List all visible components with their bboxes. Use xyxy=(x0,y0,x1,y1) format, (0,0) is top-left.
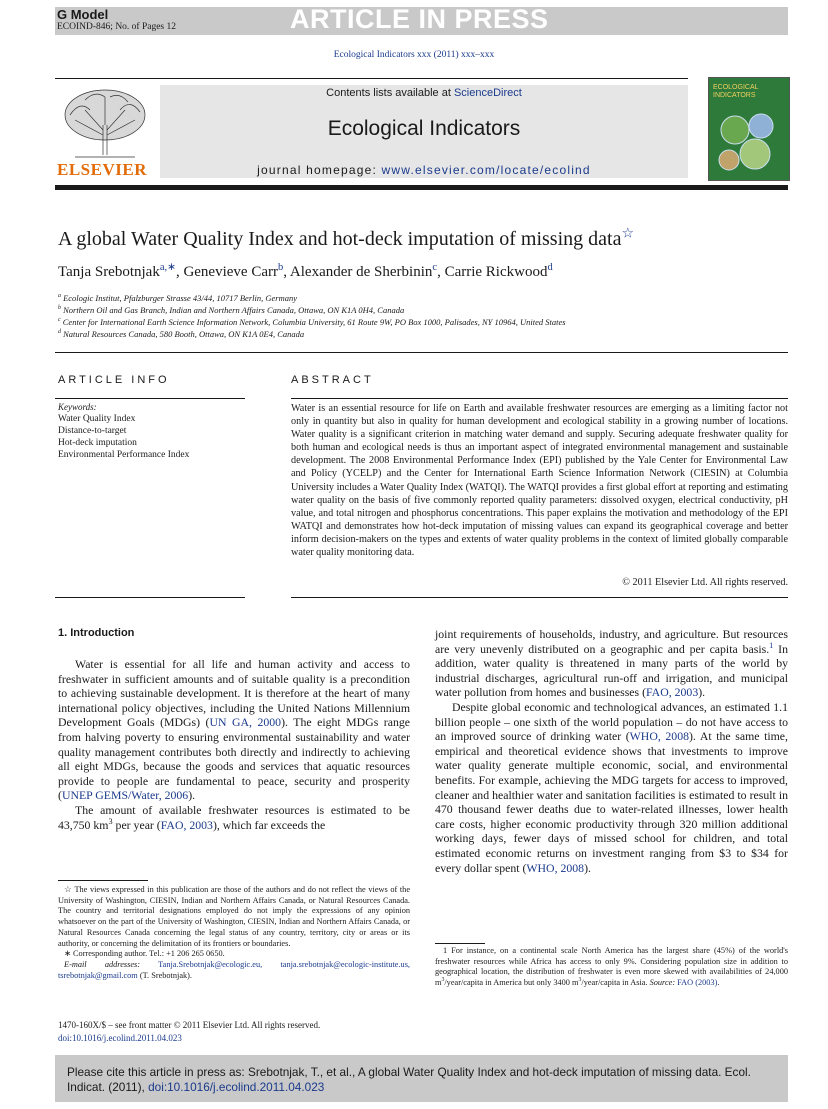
source-label: Source: xyxy=(649,978,676,988)
journal-homepage xyxy=(160,163,688,177)
abstract-rule-bottom xyxy=(291,597,788,598)
footnotes-left xyxy=(58,885,410,981)
affiliation xyxy=(58,305,404,315)
abstract-text: Water is an essential resource for life on Earth and available freshwater resources are emerging as a limiting factor not only in quantity but also in quality for human development and ecological stability in a growing number of locations. Water quality is a significant criterion in matching water demand and supply. Securing adequate freshwater quality for both human and ecological needs is thus an important aspect of integrated environmental management and sustainable development. The 2008 Environmental Performance Index (EPI) published by the Yale Center for Environmental Law and Policy (YCELP) and the Center for International Earth Science Information Network (CIESIN) at Columbia University includes a Water Quality Index (WATQI). The WATQI provides a first global effort at reporting and estimating water quality on the basis of five commonly reported quality parameters: dissolved oxygen, electrical conductivity, pH value, and total nitrogen and phosphorus concentrations. This paper explains the motivation and methodology of the EPI WATQI and demonstrates how hot-deck imputation of missing values can expand its geographical coverage and better inform decision-makers on the types and extents of water quality problems in the context of limited globally comparable water quality monitoring data. xyxy=(291,403,788,559)
keyword: Water Quality Index xyxy=(58,414,136,424)
doi-link[interactable]: doi:10.1016/j.ecolind.2011.04.023 xyxy=(58,1033,182,1043)
author-affiliation-mark[interactable]: a,∗ xyxy=(159,262,176,273)
paragraph-text: ), which far exceeds the xyxy=(212,817,326,832)
paragraph xyxy=(58,657,410,803)
author-list: Tanja Srebotnjak$^{a,∗}$, Genevieve Carr$^b$, Alexander de Sherbinin$^c$, Carrie Rickwood$^d$ xyxy=(58,262,553,280)
affiliation-text: Center for International Earth Science Information Network, Columbia University, 61 Route 9W, PO Box 1000, Palisades, NY 10964, United States xyxy=(62,317,566,327)
author-name: Alexander de Sherbinin xyxy=(289,264,433,280)
citation-link[interactable]: WHO, 2008 xyxy=(629,729,689,744)
citation-link[interactable]: FAO, 2003 xyxy=(160,817,213,832)
affiliation xyxy=(58,293,297,303)
citation-link[interactable]: FAO (2003) xyxy=(677,978,718,988)
article-info-heading: ARTICLE INFO xyxy=(58,374,170,386)
homepage-link[interactable]: www.elsevier.com/locate/ecolind xyxy=(381,163,591,177)
author-affiliation-mark[interactable]: c xyxy=(432,262,438,273)
paragraph-text: In addition, water quality is threatened in many parts of the world by industrial discharges, agricultural run-off and irrigation, and municipal water pollution from homes and businesses ( xyxy=(435,641,788,700)
footnote-part: . xyxy=(717,978,720,988)
contents-line xyxy=(160,87,688,99)
keywords-label: Keywords: xyxy=(58,402,97,412)
elsevier-wordmark: ELSEVIER xyxy=(57,160,147,179)
paragraph-text: ). xyxy=(698,685,706,700)
article-info-rule xyxy=(55,398,245,399)
journal-cover-image xyxy=(708,77,790,181)
superscript: 3 xyxy=(108,816,113,826)
paragraph-text: ). The eight MDGs range from halving poverty to ensuring environmental sustainability and water quality management contributes both directly and indirectly to achieving all eight MDGs, because the goods and services that aquatic resources provide to people are fundamental to peace, security and prosperity ( xyxy=(58,715,410,803)
paragraph-text: ). xyxy=(584,860,591,875)
body-column-left xyxy=(58,657,410,832)
abstract-rule xyxy=(291,398,788,399)
header-rule-bottom xyxy=(55,185,788,190)
affiliation-mark: c xyxy=(58,317,61,324)
abstract-heading: ABSTRACT xyxy=(291,374,374,386)
article-info-rule-bottom xyxy=(55,597,245,598)
contents-label: Contents lists available at xyxy=(326,87,451,99)
affiliation-mark: b xyxy=(58,305,61,312)
citation-text xyxy=(67,1065,787,1095)
paragraph-text: Water is essential for all life and human activity and access to freshwater in sufficient amounts and of suitable quality is a precondition to achieving sustainable development. It is therefore at the heart of many international policy objectives, including the United Nations Millennium Development Goals (MDGs) ( xyxy=(58,657,410,730)
affiliation xyxy=(58,317,566,327)
affiliation-mark: a xyxy=(58,293,61,300)
manuscript-id: ECOIND-846; No. of Pages 12 xyxy=(57,22,177,32)
keyword: Distance-to-target xyxy=(58,426,127,436)
paragraph-text: Despite global economic and technological advances, an estimated 1.1 billion people – one sixth of the world population – do not have access to an improved source of drinking water ( xyxy=(435,699,788,744)
article-title-text: A global Water Quality Index and hot-deck imputation of missing data xyxy=(58,228,622,250)
paragraph-text: The amount of available freshwater resources is estimated to be 43,750 km xyxy=(58,802,410,832)
author-name: Carrie Rickwood xyxy=(444,264,548,280)
footnote-rule xyxy=(435,943,485,944)
superscript: 3 xyxy=(578,977,582,984)
author-name: Genevieve Carr xyxy=(183,264,278,280)
footnote-text xyxy=(435,946,788,989)
email-links[interactable]: Tanja.Srebotnjak@ecologic.eu, tanja.srebotnjak@ecologic-institute.us, tsrebotnjak@gmail.com xyxy=(58,959,410,980)
footnote-part: 1 For instance, on a continental scale North America has the largest share (45%) of the world's freshwater resources while Africa has access to only 9%. Considering population size in addition to geographical location, the distribution of freshwater is even more skewed with availabilities of 24,000 m xyxy=(435,946,788,988)
citation-link[interactable]: UN GA, 2000 xyxy=(209,715,282,730)
journal-reference: Ecological Indicators xxx (2011) xxx–xxx xyxy=(333,50,495,60)
homepage-label: journal homepage: xyxy=(257,163,377,177)
author-affiliation-mark[interactable]: b xyxy=(277,262,284,273)
title-rule xyxy=(55,352,788,353)
article-title xyxy=(58,228,634,251)
citation-doi-link[interactable]: doi:10.1016/j.ecolind.2011.04.023 xyxy=(148,1080,325,1094)
body-column-right xyxy=(435,627,788,875)
citation-body: Please cite this article in press as: Srebotnjak, T., et al., A global Water Quality Index and hot-deck imputation of missing data. Ecol. Indicat. (2011), xyxy=(67,1065,751,1094)
header-rule-top xyxy=(55,78,688,79)
author-name: Tanja Srebotnjak xyxy=(58,264,160,280)
paragraph xyxy=(58,803,410,832)
banner-title: ARTICLE IN PRESS xyxy=(290,4,549,34)
paragraph-text: joint requirements of households, industry, and agriculture. But resources are very unevenly distributed on a geographic and per capita basis. xyxy=(435,627,788,656)
footnote-rule xyxy=(58,880,148,881)
footnote-part: /year/capita in Asia. xyxy=(581,978,650,988)
footnote-mark[interactable]: 1 xyxy=(769,640,774,650)
affiliation xyxy=(58,329,304,339)
journal-title: Ecological Indicators xyxy=(327,117,521,140)
paragraph xyxy=(435,627,788,700)
affiliation-text: Northern Oil and Gas Branch, Indian and Northern Affairs Canada, Ottawa, ON K1A 0H4, Canada xyxy=(63,305,405,315)
footnote-1 xyxy=(435,946,788,989)
affiliation-mark: d xyxy=(58,329,61,336)
issn-line: 1470-160X/$ – see front matter © 2011 Elsevier Ltd. All rights reserved. xyxy=(58,1020,321,1030)
keyword: Environmental Performance Index xyxy=(58,450,190,460)
citation-link[interactable]: UNEP GEMS/Water, 2006 xyxy=(61,788,189,803)
corresponding-author: ∗ Corresponding author. Tel.: +1 206 265 0650. xyxy=(64,949,225,959)
affiliation-text: Natural Resources Canada, 580 Booth, Ottawa, ON K1A 0E4, Canada xyxy=(63,329,305,339)
cover-title: ECOLOGICAL INDICATORS xyxy=(713,84,759,99)
paragraph-text: per year ( xyxy=(112,817,161,832)
title-footnote-mark[interactable]: ☆ xyxy=(621,226,635,242)
paragraph-text: ). At the same time, empirical and theoretical evidence shows that investments to improve water quality generate multiple economic, social, and environmental benefits. For example, achieving the MDG targets for access to improved, cleaner and healthier water and sanitation facilities is estimated to result in 470 thousand fewer deaths due to water-related illnesses, lower health care costs, higher economic productivity through 320 million additional working days, fewer days of missed school for children, and total estimated economic returns on investment ranging from $3 to $34 for every dollar spent ( xyxy=(435,729,788,875)
email-label: E-mail addresses: xyxy=(64,959,141,969)
affiliation-text: Ecologic Institut, Pfalzburger Strasse 43/44, 10717 Berlin, Germany xyxy=(63,293,297,303)
section-heading: 1. Introduction xyxy=(58,627,135,639)
g-model-label: G Model xyxy=(57,7,109,22)
sciencedirect-link[interactable]: ScienceDirect xyxy=(453,87,522,99)
citation-link[interactable]: FAO, 2003 xyxy=(646,685,699,700)
abstract-copyright: © 2011 Elsevier Ltd. All rights reserved. xyxy=(622,577,788,588)
paragraph-text: ). xyxy=(188,788,196,803)
superscript: 3 xyxy=(441,977,445,984)
citation-link[interactable]: WHO, 2008 xyxy=(526,860,585,875)
author-affiliation-mark[interactable]: d xyxy=(547,262,553,273)
keyword: Hot-deck imputation xyxy=(58,438,137,448)
email-owner: (T. Srebotnjak). xyxy=(137,970,192,980)
paragraph xyxy=(435,700,788,875)
footnote-part: /year/capita in America but only 3400 m xyxy=(444,978,579,988)
email-line xyxy=(58,960,410,981)
footnote-star: ☆ The views expressed in this publication are those of the authors and do not reflect the views of the University of Washington, CIESIN, Indian and Northern Affairs Canada, or Natural Resources Canada. The country and territorial designations employed do not imply the expressions of any opinion whatsoever on the part of the University of Washington, CIESIN, Indian and Northern Affairs Canada, or Natural Resources Canada concerning the legal status of any country, territory, city or areas or its authority, or concerning the delimitation of its frontiers or boundaries. xyxy=(58,885,410,948)
